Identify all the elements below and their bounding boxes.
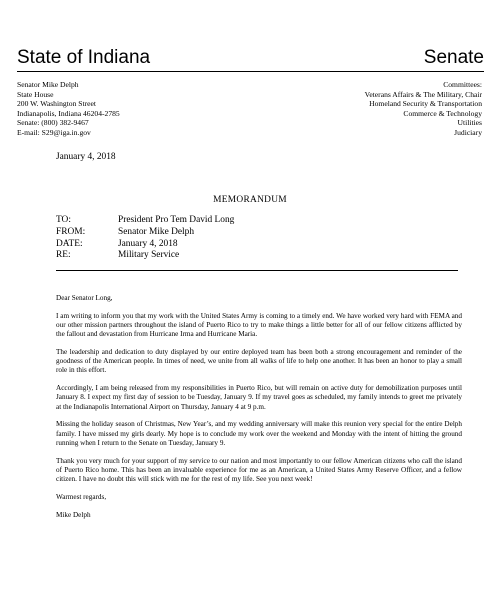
memo-value: Military Service xyxy=(118,250,180,261)
memo-row-re xyxy=(56,250,234,262)
salutation: Dear Senator Long, xyxy=(56,294,113,302)
memo-value: Senator Mike Delph xyxy=(118,226,195,237)
memo-divider xyxy=(56,270,458,271)
contact-name: Senator Mike Delph xyxy=(17,80,79,89)
memo-label: FROM: xyxy=(56,226,86,237)
letter-body xyxy=(56,294,462,528)
committee-item: Commerce & Technology xyxy=(403,108,482,118)
contact-city: Indianapolis, Indiana 46204-2785 xyxy=(17,108,120,118)
contact-building: State House xyxy=(17,89,54,99)
memo-row-to xyxy=(56,215,234,227)
memo-value: President Pro Tem David Long xyxy=(118,215,235,225)
memo-label: RE: xyxy=(56,250,71,261)
committee-item: Veterans Affairs & The Military, Chair xyxy=(364,89,482,99)
contact-email: E-mail: S29@iga.in.gov xyxy=(17,127,91,137)
committees-block xyxy=(365,80,482,138)
body-paragraph: Accordingly, I am being released from my responsibilities in Puerto Rico, but will remain on active duty for demobilization purposes until January 8. I expect my first day of session to be Tuesday, January 9. If my travel goes as scheduled, my family intends to greet me privately at the Indianapolis International Airport on Thursday, January 4 at 9 p.m. xyxy=(56,384,462,411)
memo-row-from xyxy=(56,227,234,239)
letter-date: January 4, 2018 xyxy=(56,152,116,162)
signature-name: Mike Delph xyxy=(56,510,91,519)
committee-item: Homeland Security & Transportation xyxy=(369,99,482,109)
memo-title: MEMORANDUM xyxy=(213,195,287,205)
letterhead-rule xyxy=(17,71,484,72)
body-paragraph: The leadership and dedication to duty displayed by our entire deployed team has been both a strong encouragement and reminder of the goodness of the American people. In times of need, we unite from all walks of life to help one another. It has been an honor to play a small role in this effort. xyxy=(56,348,462,375)
letterhead-state: State of Indiana xyxy=(17,47,151,68)
committee-item: Utilities xyxy=(457,118,482,128)
letterhead-chamber: Senate xyxy=(423,47,484,68)
memo-label: DATE: xyxy=(56,238,83,249)
body-paragraph: I am writing to inform you that my work with the United States Army is coming to a timely end. We have worked very hard with FEMA and our other mission partners throughout the island of Puerto Rico to try to make things a little better for all of our fellow citizens afflicted by the fallout and devastation from Hurricane Irma and Hurricane Maria. xyxy=(56,311,462,339)
memo-value: January 4, 2018 xyxy=(118,238,178,249)
memo-label: TO: xyxy=(56,215,71,225)
body-paragraph: Missing the holiday season of Christmas, New Year’s, and my wedding anniversary will make this reunion very special for the entire Delph family. I have missed my girls dearly. My hope is to conclude my work over the weekend and Monday with the intent of hitting the ground running when I return to the Senate on Tuesday, January 9. xyxy=(56,420,462,447)
committee-item: Judiciary xyxy=(454,127,482,137)
memo-row-date xyxy=(56,239,234,251)
senator-contact-block xyxy=(17,80,120,138)
contact-street: 200 W. Washington Street xyxy=(17,99,96,109)
committees-heading: Committees: xyxy=(443,80,482,89)
contact-phone: Senate: (800) 382-9467 xyxy=(17,118,89,128)
closing: Warmest regards, xyxy=(56,492,107,501)
memo-header-fields xyxy=(56,215,234,262)
body-paragraph: Thank you very much for your support of my service to our nation and most importantly to our fellow American citizens who call the island of Puerto Rico home. This has been an invaluable experience for me as an American, a United States Army Reserve Officer, and a fellow citizen. I have no doubt this will stick with me for the rest of my life. See you next week! xyxy=(56,456,462,484)
